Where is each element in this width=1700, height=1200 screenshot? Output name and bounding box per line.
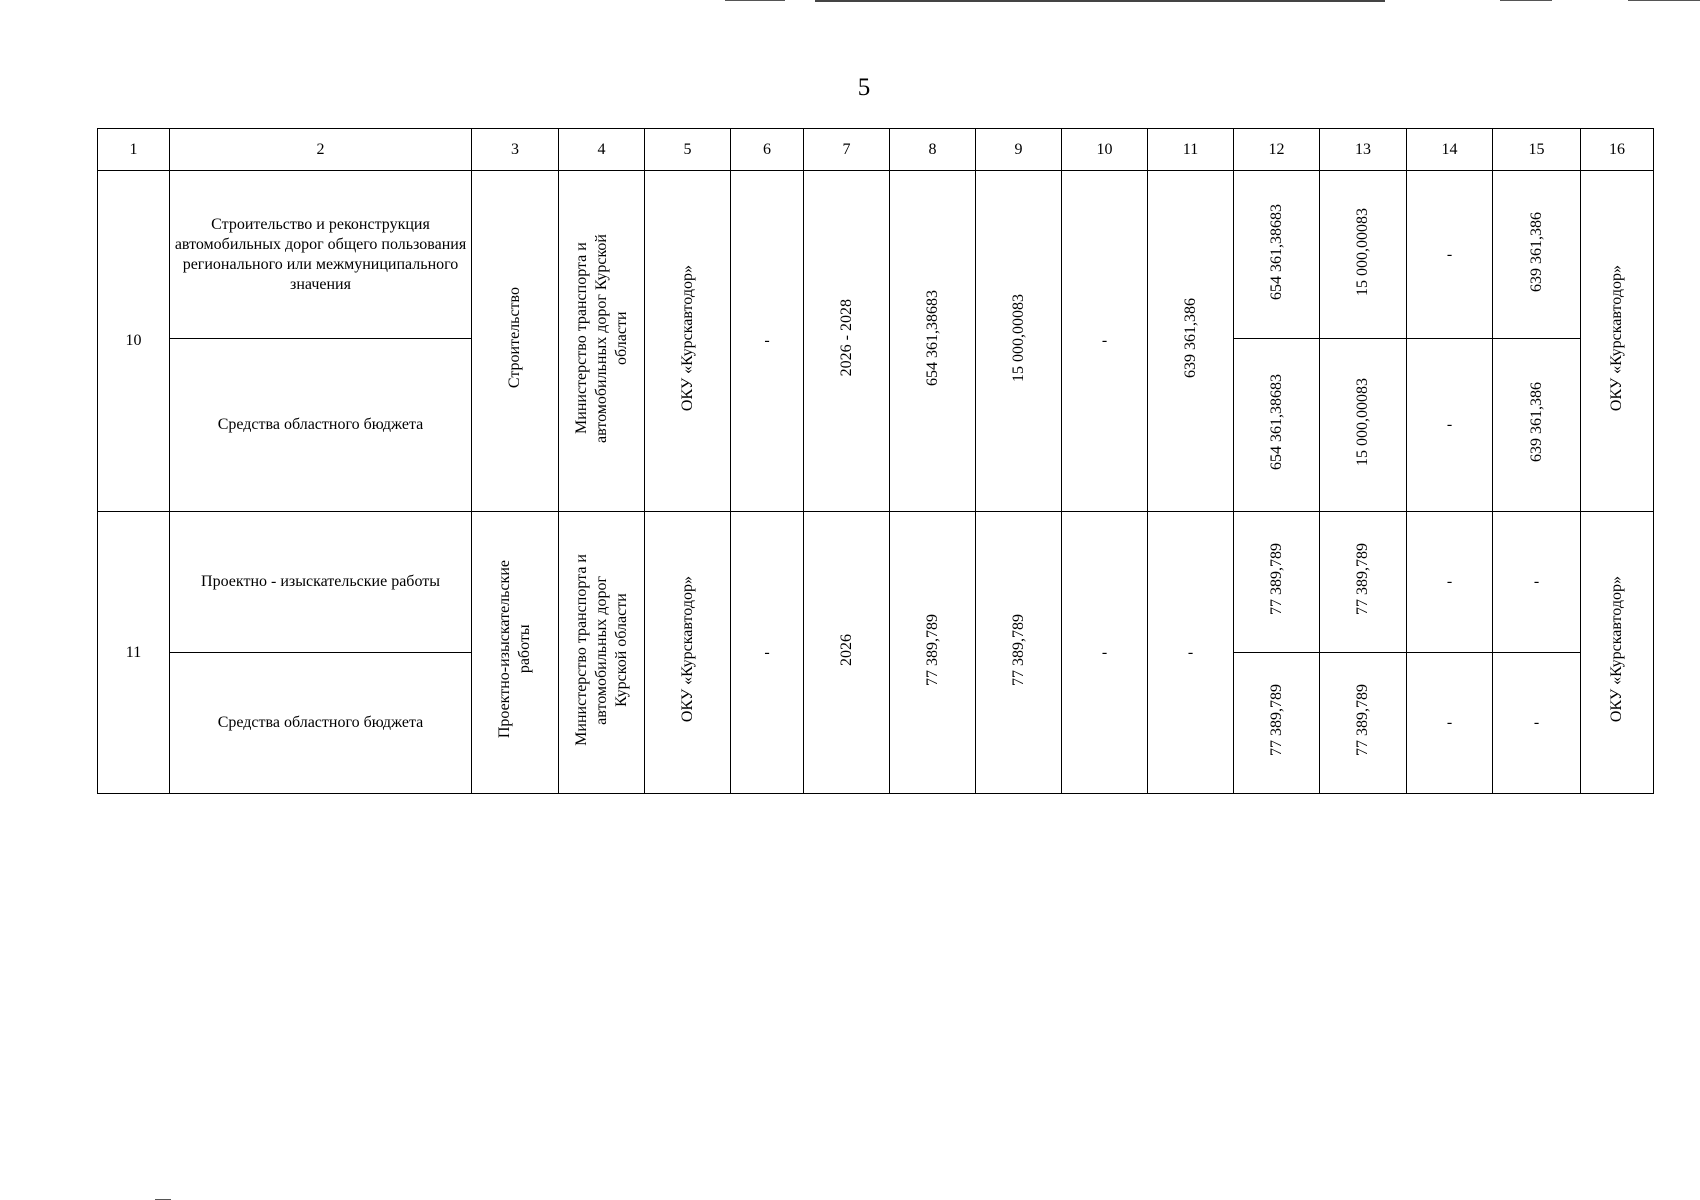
column-number-row [98,129,1654,171]
work-type-line: Проектно-изыскательские [496,560,513,739]
col9-cell [976,171,1062,512]
ministry-cell [559,171,645,512]
col6-value: - [764,332,770,349]
col6-cell [731,171,804,512]
column-number: 11 [1148,129,1234,171]
ministry-line: автомобильных дорог Курской [592,233,610,443]
column-number: 10 [1062,129,1148,171]
col15-cell [1493,512,1581,653]
col12-value: 77 389,789 [1267,543,1285,615]
col13-cell [1320,512,1407,653]
col12-cell [1234,512,1320,653]
scan-artifact-line [725,0,785,1]
col6-value: - [764,643,770,661]
col15-value: 639 361,386 [1527,382,1545,462]
column-number: 4 [559,129,645,171]
col11-value: 639 361,386 [1181,298,1199,378]
col14-cell [1407,339,1493,512]
col14-value: - [1446,416,1453,433]
col10-value: - [1101,643,1108,661]
column-number: 13 [1320,129,1407,171]
col15-value: 639 361,386 [1527,211,1545,292]
col8-value: 77 389,789 [923,613,941,686]
col9-value: 77 389,789 [1009,613,1027,686]
ministry-cell [559,512,645,794]
col6-cell [731,512,804,794]
column-number: 5 [645,129,731,171]
scan-artifact-line [1628,0,1700,1]
col14-value: - [1446,714,1453,731]
col8-cell [890,171,976,512]
column-number: 2 [170,129,472,171]
col8-cell [890,512,976,794]
work-type-cell [472,171,559,512]
col12-value: 654 361,38683 [1267,374,1285,470]
col14-cell [1407,171,1493,339]
data-table [97,128,1654,794]
scan-artifact-line [815,0,1385,2]
col15-cell [1493,171,1581,339]
col10-value: - [1101,332,1108,349]
col13-cell [1320,339,1407,512]
customer: ОКУ «Курскавтодор» [678,576,696,723]
responsible: ОКУ «Курскавтодор» [1608,576,1625,723]
work-type-cell [472,512,559,794]
object-name: Строительство и реконструкция автомобильных дорог общего пользования регионального или межмуниципального значения [170,171,472,339]
col14-value: - [1446,573,1453,590]
responsible: ОКУ «Курскавтодор» [1608,264,1625,412]
col9-value: 15 000,00083 [1009,294,1027,382]
column-number: 14 [1407,129,1493,171]
col15-cell [1493,339,1581,512]
col12-value: 654 361,38683 [1267,203,1285,300]
period-cell [804,512,890,794]
col12-cell [1234,171,1320,339]
object-name: Проектно - изыскательские работы [170,512,472,653]
col8-value: 654 361,38683 [923,290,941,386]
col11-cell [1148,171,1234,512]
page-number: 5 [857,74,871,101]
ministry-line: Министерство транспорта и [572,553,590,746]
col15-cell [1493,653,1581,794]
col11-value: - [1187,643,1194,661]
col12-cell [1234,653,1320,794]
col10-cell [1062,512,1148,794]
col12-value: 77 389,789 [1267,684,1285,756]
col13-cell [1320,653,1407,794]
col14-cell [1407,653,1493,794]
table-row [98,171,1654,339]
period: 2026 [837,633,855,666]
period: 2026 - 2028 [837,299,855,377]
column-number: 7 [804,129,890,171]
column-number: 9 [976,129,1062,171]
col11-cell [1148,512,1234,794]
funding-source: Средства областного бюджета [170,339,472,512]
col13-value: 15 000,00083 [1354,207,1371,296]
col13-value: 77 389,789 [1354,543,1371,615]
col12-cell [1234,339,1320,512]
column-number: 12 [1234,129,1320,171]
responsible-cell [1581,512,1654,794]
column-number: 1 [98,129,170,171]
work-type-line: работы [516,625,533,674]
row-number: 10 [98,171,170,512]
customer-cell [645,171,731,512]
customer-cell [645,512,731,794]
ministry-line: области [612,311,630,365]
work-type-line: Строительство [506,287,523,389]
table-row [98,512,1654,653]
col15-value: - [1533,573,1540,590]
column-number: 3 [472,129,559,171]
ministry-line: Министерство транспорта и [572,242,590,434]
responsible-cell [1581,171,1654,512]
ministry-line: автомобильных дорог [592,575,610,724]
col13-value: 15 000,00083 [1354,378,1371,466]
col13-cell [1320,171,1407,339]
col14-cell [1407,512,1493,653]
col10-cell [1062,171,1148,512]
customer: ОКУ «Курскавтодор» [678,264,696,412]
col15-value: - [1533,714,1540,731]
column-number: 16 [1581,129,1654,171]
col14-value: - [1446,245,1453,263]
col13-value: 77 389,789 [1354,684,1371,756]
column-number: 15 [1493,129,1581,171]
column-number: 8 [890,129,976,171]
funding-source: Средства областного бюджета [170,653,472,794]
col9-cell [976,512,1062,794]
period-cell [804,171,890,512]
column-number: 6 [731,129,804,171]
row-number: 11 [98,512,170,794]
scan-artifact-line [1500,0,1552,1]
ministry-line: Курской области [612,592,630,707]
